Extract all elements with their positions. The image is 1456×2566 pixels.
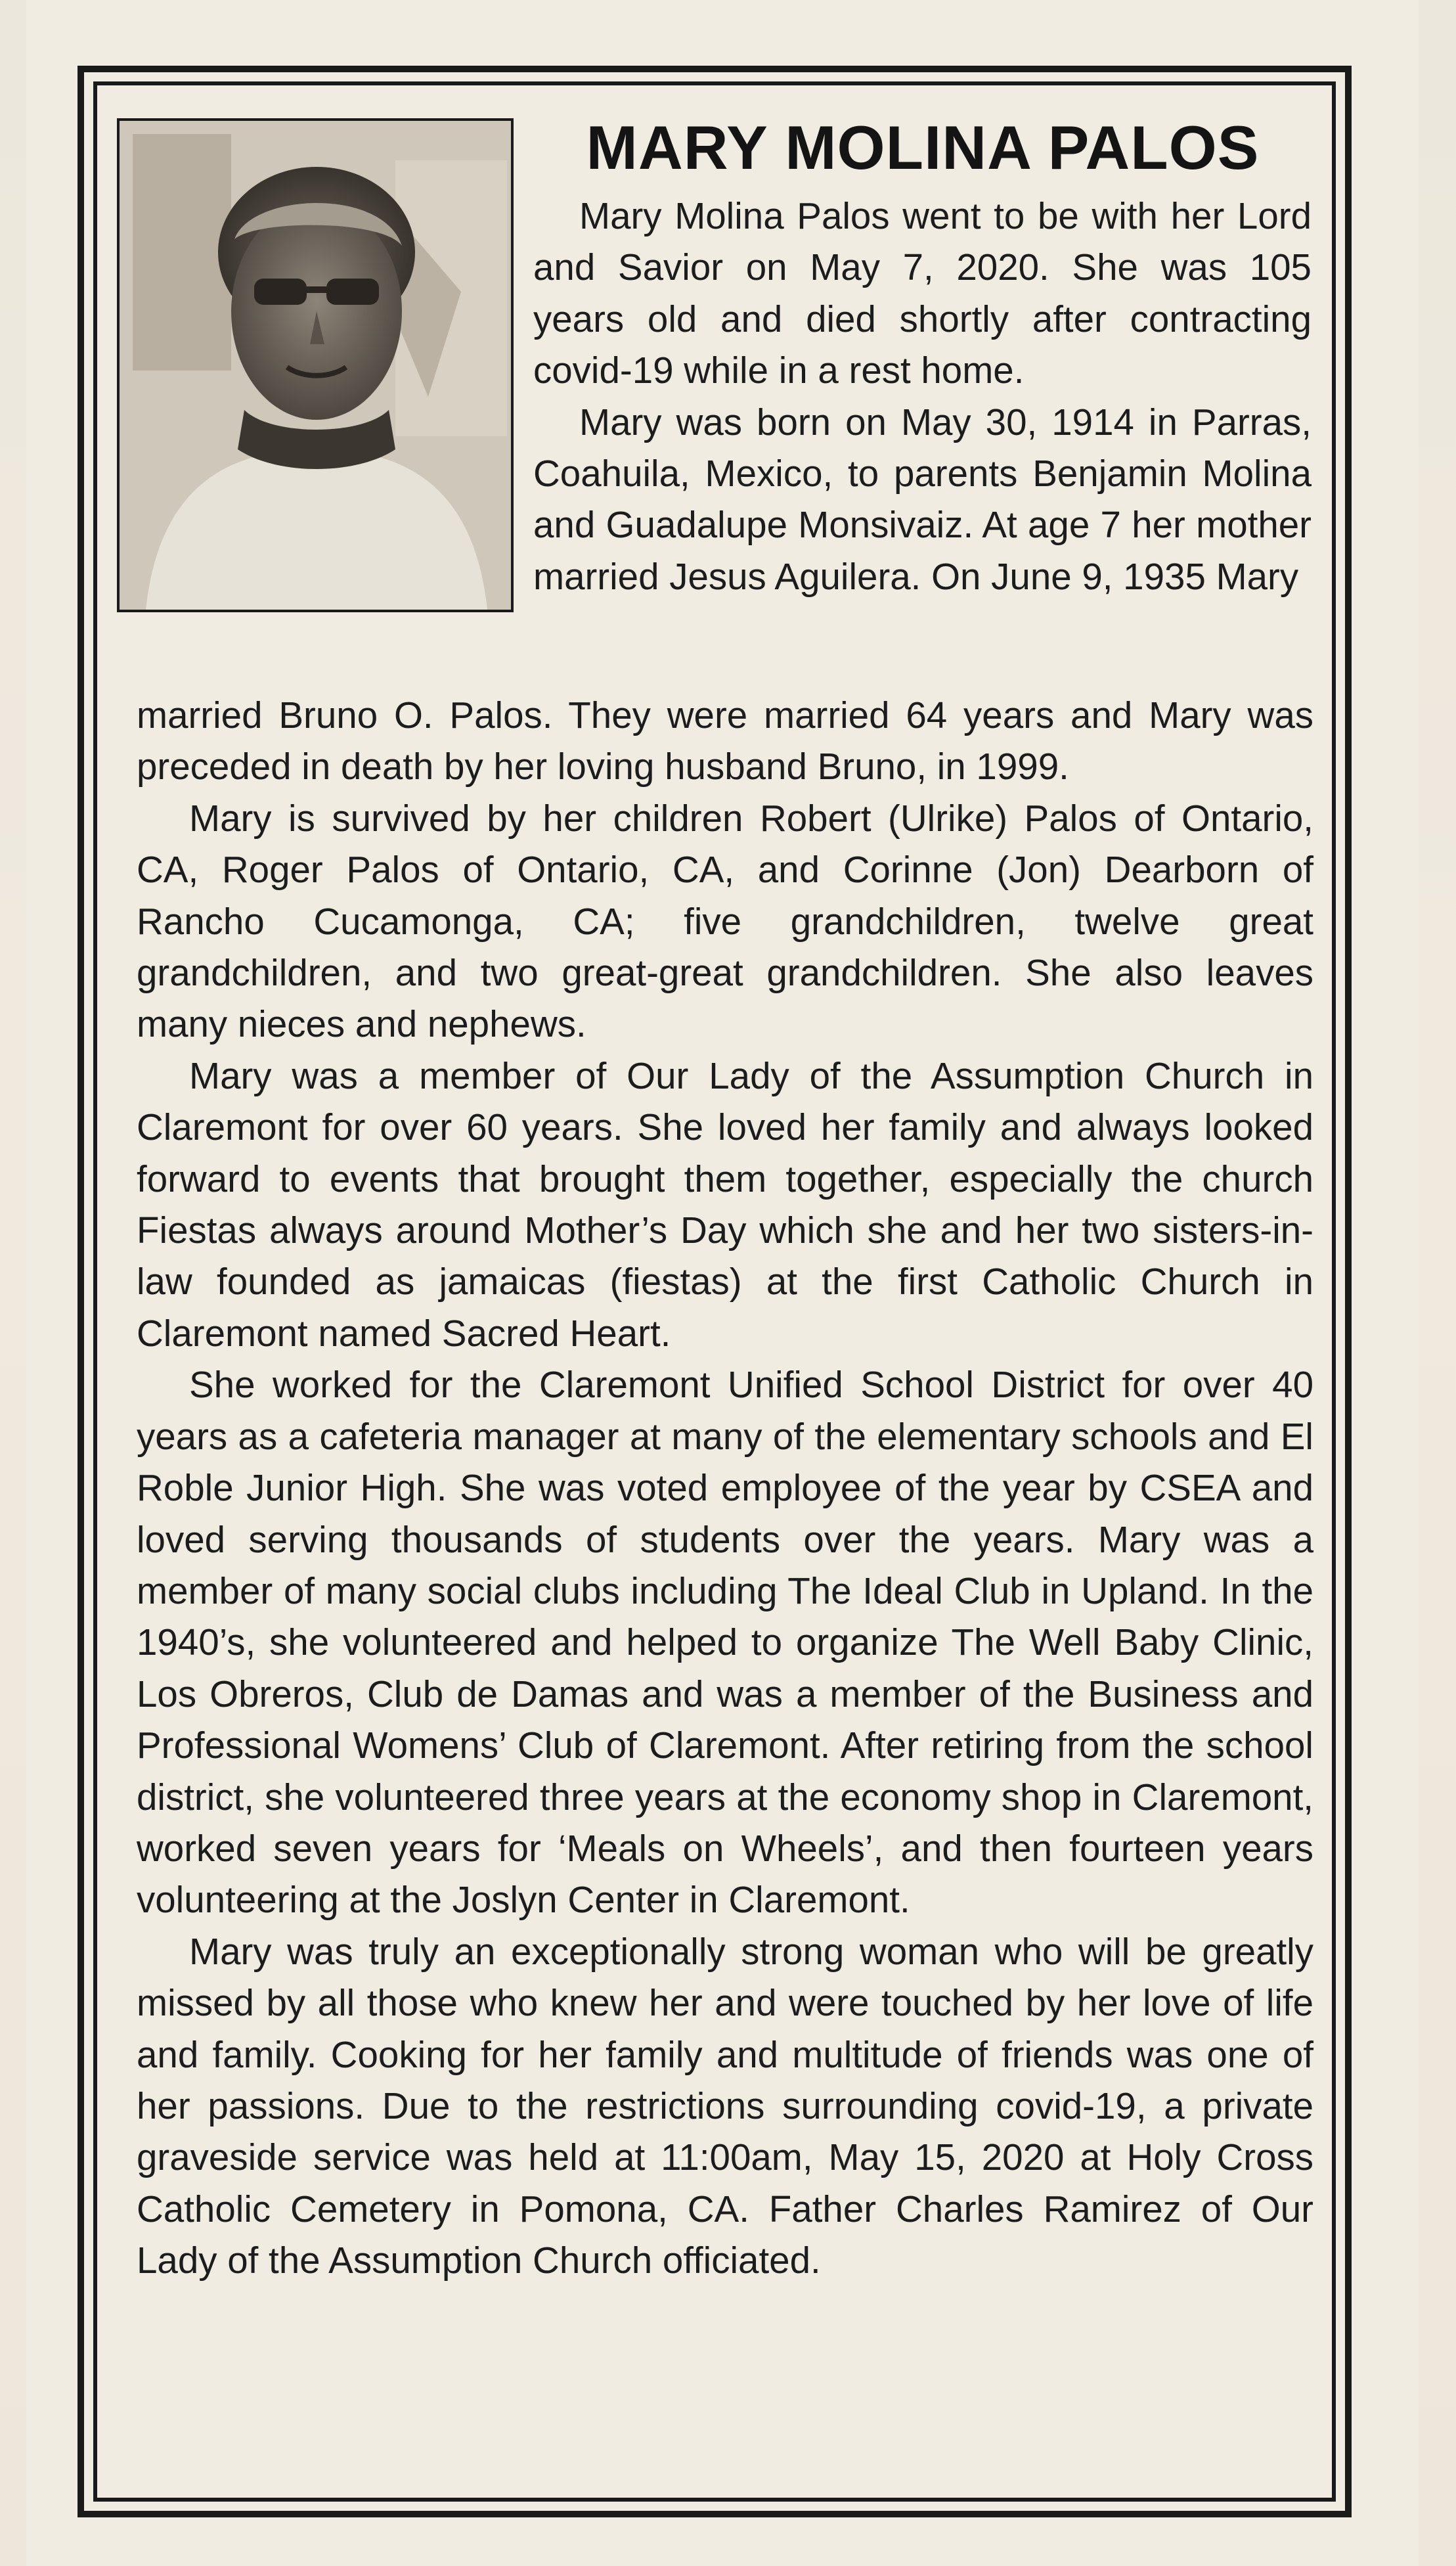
obituary-column-full-width [137, 690, 1313, 2287]
obituary-paragraph-1: Mary Molina Palos went to be with her Lord and Savior on May 7, 2020. She was 105 years old and died shortly after contracting covid-19 while in a rest home. [533, 195, 1312, 392]
obituary-paragraph-4: Mary was a member of Our Lady of the Assumption Church in Claremont for over 60 years. She loved her family and always looked forward to events that brought them together, especially the church Fiestas always around Mother’s Day which she and her two sisters-in-law founded as jamaicas (fiestas) at the first Catholic Church in Claremont named Sacred Heart. [137, 1054, 1313, 1354]
obituary-paragraph-2: Mary was born on May 30, 1914 in Parras, Coahuila, Mexico, to parents Benjamin Molina and Guadalupe Monsivaiz. At age 7 her mother married Jesus Aguilera. On June 9, 1935 Mary [533, 401, 1312, 597]
obituary-paragraph-2-continued: married Bruno O. Palos. They were married 64 years and Mary was preceded in death by her loving husband Bruno, in 1999. [137, 694, 1313, 788]
portrait-image [120, 121, 511, 610]
obituary-paragraph-3: Mary is survived by her children Robert (Ulrike) Palos of Ontario, CA, Roger Palos of Ontario, CA, and Corinne (Jon) Dearborn of Rancho Cucamonga, CA; five grandchildren, twelve great grandchildren, and two great-great grandchildren. She also leaves many nieces and nephews. [137, 797, 1313, 1045]
obituary-title: MARY MOLINA PALOS [586, 113, 1260, 182]
obituary-paragraph-6: Mary was truly an exceptionally strong woman who will be greatly missed by all those who knew her and were touched by her love of life and family. Cooking for her family and multitude of friends was one of her passions. Due to the restrictions surrounding covid-19, a private graveside service was held at 11:00am, May 15, 2020 at Holy Cross Catholic Cemetery in Pomona, CA. Father Charles Ramirez of Our Lady of the Assumption Church officiated. [137, 1930, 1313, 2282]
obituary-column-beside-photo [533, 191, 1312, 602]
portrait-photo [117, 118, 514, 612]
obituary-paragraph-5: She worked for the Claremont Unified School District for over 40 years as a cafeteria manager at many of the elementary schools and El Roble Junior High. She was voted employee of the year by CSEA and loved serving thousands of students over the years. Mary was a member of many social clubs including The Ideal Club in Upland. In the 1940’s, she volunteered and helped to organize The Well Baby Clinic, Los Obreros, Club de Damas and was a member of the Business and Professional Womens’ Club of Claremont. After retiring from the school district, she volunteered three years at the economy shop in Claremont, worked seven years for ‘Meals on Wheels’, and then fourteen years volunteering at the Joslyn Center in Claremont. [137, 1364, 1313, 1921]
